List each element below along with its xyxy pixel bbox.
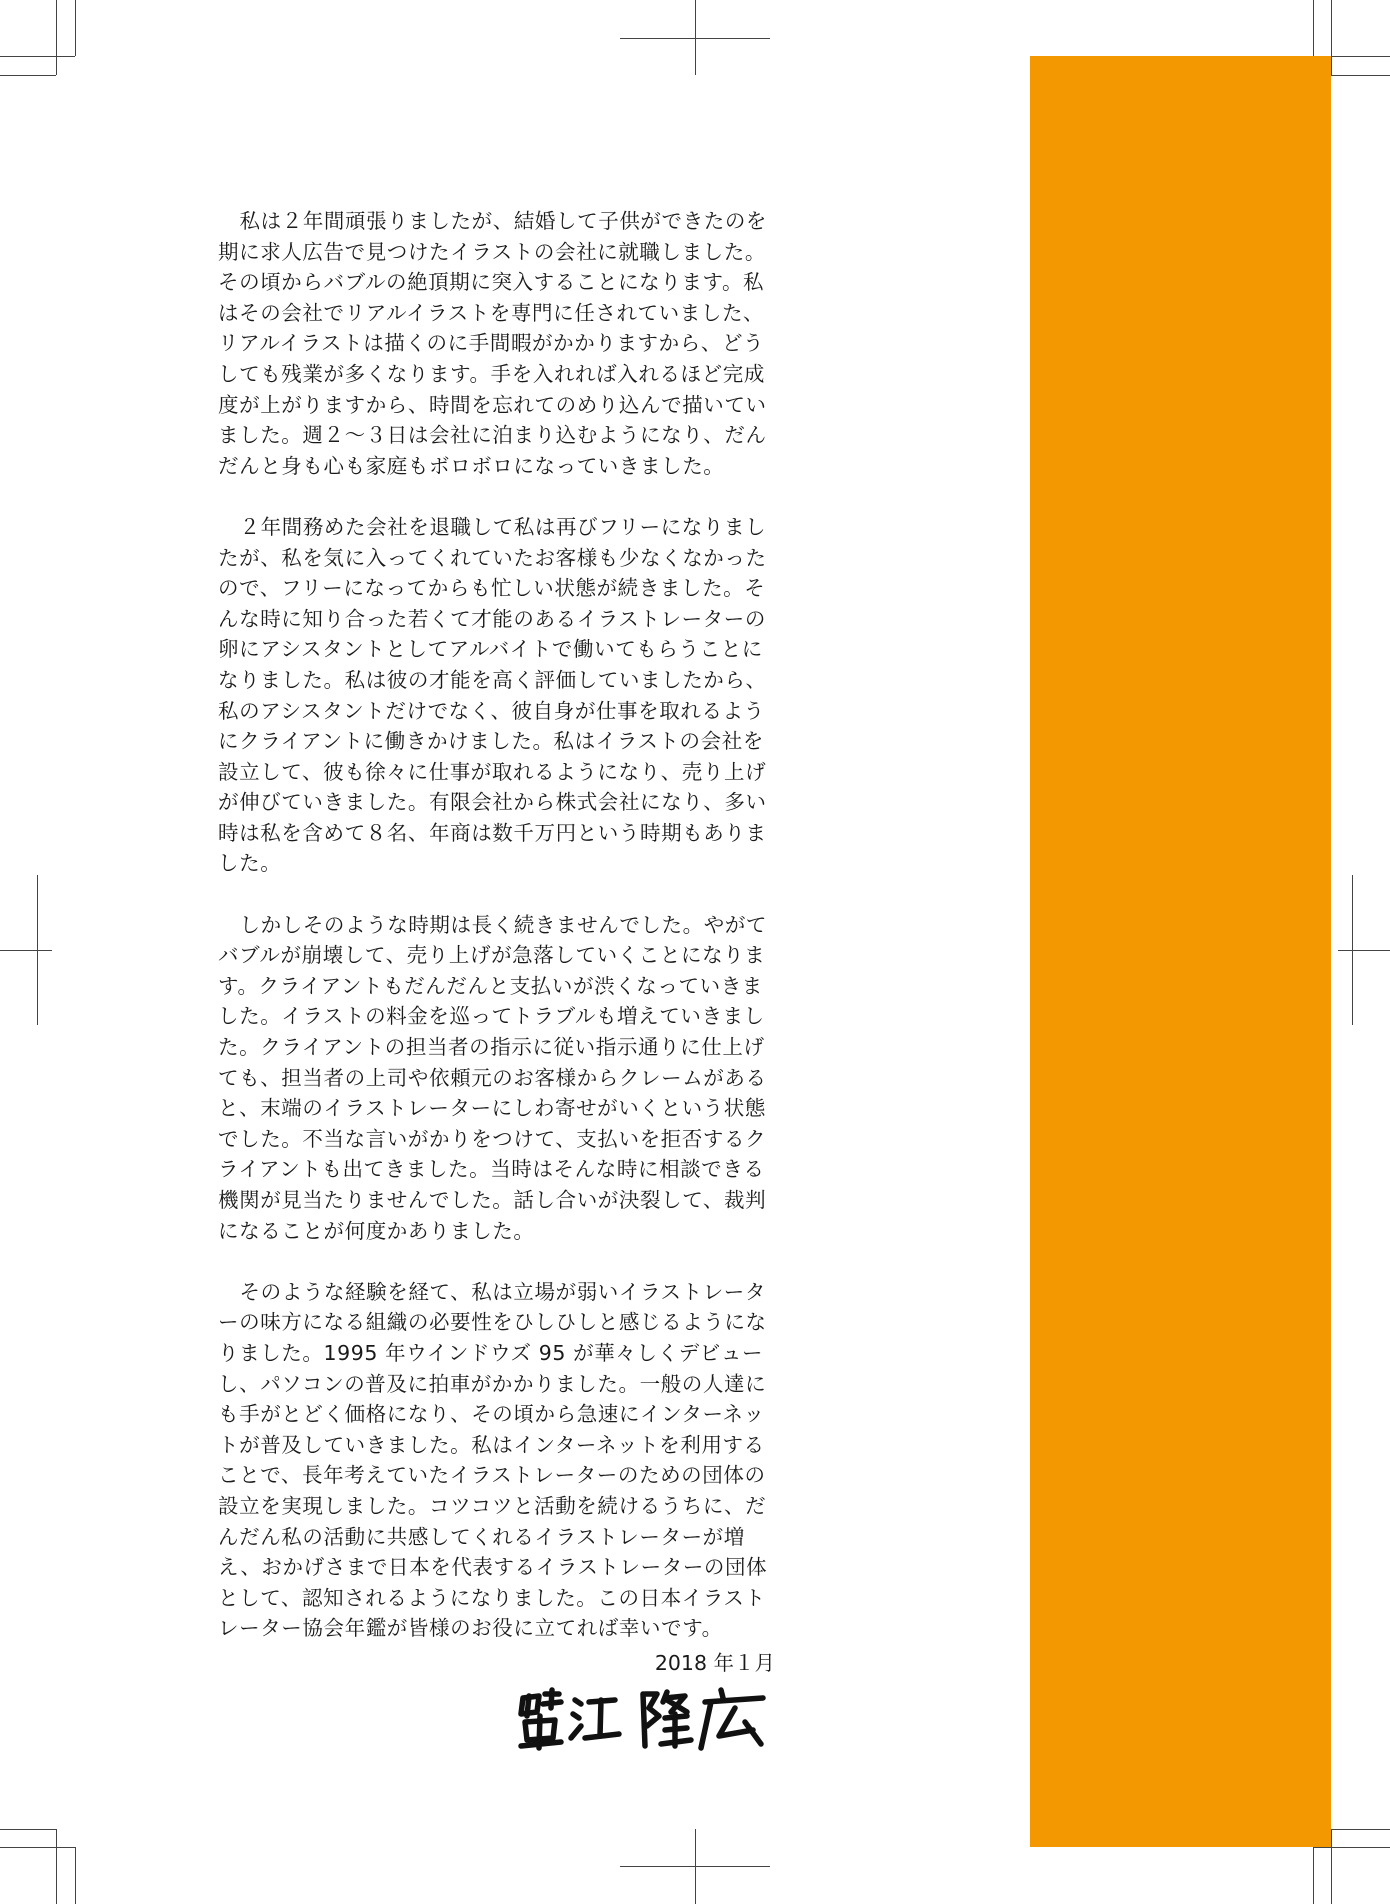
crop-mark (695, 0, 696, 75)
crop-mark (75, 1847, 76, 1904)
crop-mark (1331, 75, 1390, 76)
crop-mark (1331, 0, 1332, 75)
signature-image (515, 1686, 775, 1752)
crop-mark (0, 56, 75, 57)
body-text (218, 206, 783, 1675)
crop-mark (1313, 1847, 1390, 1848)
crop-mark (0, 75, 56, 76)
paragraph: ２年間務めた会社を退職して私は再びフリーになりましたが、私を気に入ってくれていたお客様も少なくなかったので、フリーになってからも忙しい状態が続きました。そんな時に知り合った若くて才能のあるイラストレーターの卵にアシスタントとしてアルバイトで働いてもらうことになりました。私は彼の才能を高く評価していましたから、私のアシスタントだけでなく、彼自身が仕事を取れるようにクライアントに働きかけました。私はイラストの会社を設立して、彼も徐々に仕事が取れるようになり、売り上げが伸びていきました。有限会社から株式会社になり、多い時は私を含めて８名、年商は数千万円という時期もありました。 (218, 514, 767, 876)
paragraph: しかしそのような時期は長く続きませんでした。やがてバブルが崩壊して、売り上げが急落していくことになります。クライアントもだんだんと支払いが渋くなっていきました。イラストの料金を巡ってトラブルも増えていきました。クライアントの担当者の指示に従い指示通りに仕上げても、担当者の上司や依頼元のお客様からクレームがあると、末端のイラストレーターにしわ寄せがいくという状態でした。不当な言いがかりをつけて、支払いを拒否するクライアントも出てきました。当時はそんな時に相談できる機関が見当たりませんでした。話し合いが決裂して、裁判になることが何度かありました。 (218, 912, 768, 1243)
crop-mark (75, 0, 76, 56)
crop-mark (1313, 1847, 1314, 1904)
crop-mark (1331, 1829, 1332, 1904)
crop-mark (1338, 950, 1390, 951)
crop-mark (1352, 875, 1353, 1025)
date-line: 2018 年１月 (654, 1651, 775, 1675)
crop-mark (695, 1829, 696, 1904)
crop-mark (1313, 0, 1314, 56)
accent-band (1030, 56, 1331, 1847)
crop-mark (0, 1829, 56, 1830)
crop-mark (56, 1829, 57, 1904)
paragraph: 私は２年間頑張りましたが、結婚して子供ができたのを期に求人広告で見つけたイラストの会社に就職しました。その頃からバブルの絶頂期に突入することになります。私はその会社でリアルイラストを専門に任されていました、リアルイラストは描くのに手間暇がかかりますから、どうしても残業が多くなります。手を入れれば入れるほど完成度が上がりますから、時間を忘れてのめり込んで描いていました。週２〜３日は会社に泊まり込むようになり、だんだんと身も心も家庭もボロボロになっていきました。 (218, 209, 768, 478)
crop-mark (0, 1847, 75, 1848)
crop-mark (56, 0, 57, 75)
paragraph: そのような経験を経て、私は立場が弱いイラストレーターの味方になる組織の必要性をひしひしと感じるようになりました。1995 年ウインドウズ 95 が華々しくデビューし、パソコンの普及に拍車がかかりました。一般の人達にも手がとどく価格になり、その頃から急速にインターネットが普及していきました。私はインターネットを利用することで、長年考えていたイラストレーターのための団体の設立を実現しました。コツコツと活動を続けるうちに、だんだん私の活動に共感してくれるイラストレーターが増え、おかげさまで日本を代表するイラストレーターの団体として、認知されるようになりました。この日本イラストレーター協会年鑑が皆様のお役に立てれば幸いです。 (218, 1279, 768, 1641)
crop-mark (37, 875, 38, 1025)
crop-mark (0, 950, 52, 951)
crop-mark (1331, 1829, 1390, 1830)
